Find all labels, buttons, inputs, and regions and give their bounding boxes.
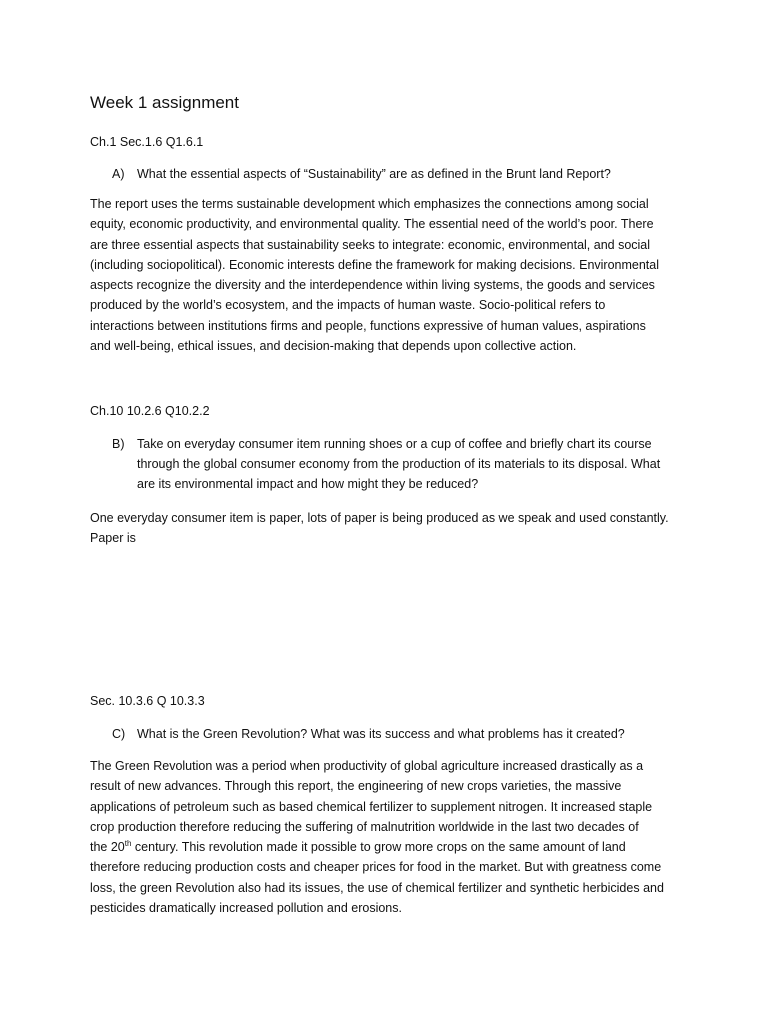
question-c-text: What is the Green Revolution? What was its success and what problems has it created? xyxy=(137,727,625,741)
answer-line xyxy=(90,837,690,857)
question-c-label: C) xyxy=(112,727,126,741)
answer-line: loss, the green Revolution also had its issues, the use of chemical fertilizer and synthetic herbicides and xyxy=(90,880,664,895)
answer-line: therefore reducing production costs and cheaper prices for food in the market. But with greatness come xyxy=(90,860,662,875)
answer-b xyxy=(90,508,690,549)
question-b-line: Take on everyday consumer item running shoes or a cup of coffee and briefly chart its course xyxy=(137,437,652,451)
answer-line: The report uses the terms sustainable development which emphasizes the connections among social xyxy=(90,197,649,211)
question-b-label: B) xyxy=(112,437,125,451)
answer-line: and well-being, ethical issues, and decision-making that depends upon collective action. xyxy=(90,339,577,354)
answer-c xyxy=(90,756,690,918)
answer-line: applications of petroleum such as based chemical fertilizer to supplement nitrogen. It increased staple xyxy=(90,799,653,814)
ordinal-suffix: th xyxy=(124,839,132,849)
question-a-label: A) xyxy=(112,167,125,181)
answer-line: (including sociopolitical). Economic interests define the framework for making decisions. Environmental xyxy=(90,257,660,272)
question-b-line: through the global consumer economy from the production of its materials to its disposal. What xyxy=(137,457,661,471)
answer-line: aspects recognize the diversity and the interdependence within living systems, the goods and services xyxy=(90,278,655,293)
answer-line-end: century. This revolution made it possible to grow more crops on the same amount of land xyxy=(131,840,626,855)
answer-line: Paper is xyxy=(90,531,136,546)
answer-line: result of new advances. Through this report, the engineering of new crops varieties, the massive xyxy=(90,779,622,794)
question-b-line: are its environmental impact and how might they be reduced? xyxy=(137,477,479,491)
section-heading-3: Sec. 10.3.6 Q 10.3.3 xyxy=(90,694,205,708)
answer-a xyxy=(90,194,690,356)
question-a xyxy=(112,164,672,184)
page-title: Week 1 assignment xyxy=(90,93,239,112)
answer-line: The Green Revolution was a period when productivity of global agriculture increased drastically as a xyxy=(90,759,644,773)
answer-line: One everyday consumer item is paper, lots of paper is being produced as we speak and used constantly. xyxy=(90,511,669,525)
answer-line: interactions between institutions firms and people, functions expressive of human values, aspirations xyxy=(90,318,646,333)
question-a-text: What the essential aspects of “Sustainability” are as defined in the Brunt land Report? xyxy=(137,167,611,181)
section-heading-2: Ch.10 10.2.6 Q10.2.2 xyxy=(90,404,210,418)
answer-line: equity, economic productivity, and environmental quality. The essential need of the world’s poor. There xyxy=(90,217,654,232)
question-b xyxy=(112,434,672,494)
answer-line: crop production therefore reducing the suffering of malnutrition worldwide in the last two decades of xyxy=(90,819,639,834)
question-c xyxy=(112,724,672,744)
answer-line: produced by the world’s ecosystem, and the impacts of human waste. Socio-political refers to xyxy=(90,298,606,313)
answer-line: pesticides dramatically increased pollution and erosions. xyxy=(90,901,402,916)
answer-line: are three essential aspects that sustainability seeks to integrate: economic, environmental, and social xyxy=(90,237,651,252)
answer-line-start: the 20 xyxy=(90,840,125,855)
section-heading-1: Ch.1 Sec.1.6 Q1.6.1 xyxy=(90,135,204,149)
